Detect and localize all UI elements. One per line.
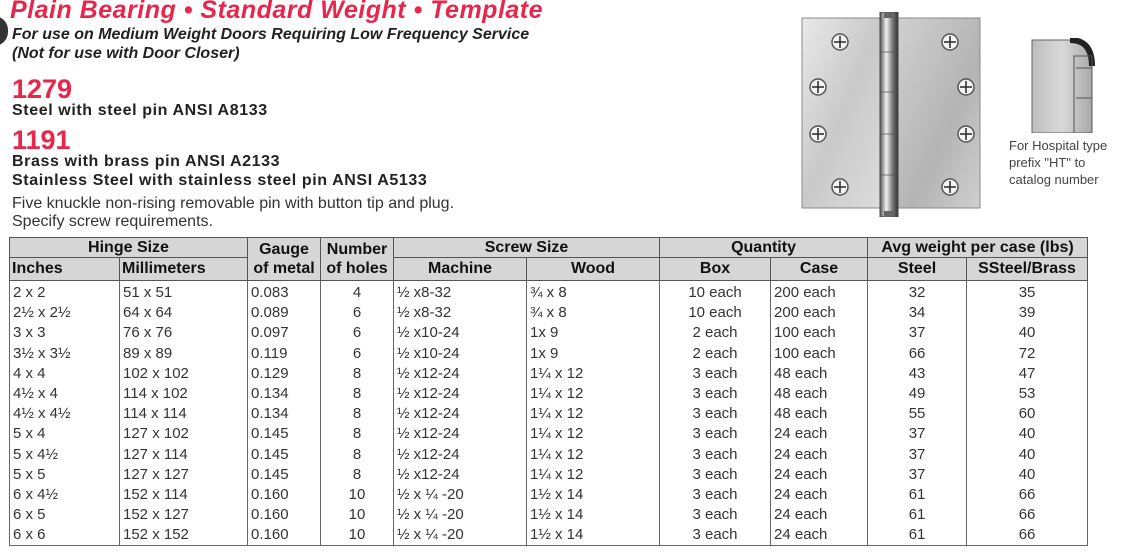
- cell-gauge: 0.134: [248, 404, 321, 424]
- cell-steel-weight: 34: [868, 303, 967, 323]
- cell-millimeters: 114 x 102: [120, 384, 248, 404]
- hinge-photo-icon: [800, 12, 990, 217]
- cell-box-qty: 3 each: [660, 525, 771, 546]
- cell-wood-screw: 1¼ x 12: [527, 404, 660, 424]
- cell-machine-screw: ½ x12-24: [394, 404, 527, 424]
- cell-inches: 5 x 5: [10, 465, 120, 485]
- cell-wood-screw: 1¼ x 12: [527, 445, 660, 465]
- header-gauge-line-1: Gauge: [259, 241, 309, 258]
- cell-machine-screw: ½ x10-24: [394, 323, 527, 343]
- cell-gauge: 0.145: [248, 465, 321, 485]
- cell-case-qty: 24 each: [771, 485, 868, 505]
- header-hinge-size: Hinge Size: [10, 238, 248, 258]
- hospital-note-line-3: catalog number: [1009, 172, 1099, 187]
- header-gauge-line-2: of metal: [253, 260, 315, 277]
- table-sub-header-row: [10, 258, 1088, 281]
- cell-steel-weight: 49: [868, 384, 967, 404]
- cell-gauge: 0.089: [248, 303, 321, 323]
- cell-ssteel-weight: 66: [967, 505, 1088, 525]
- cell-steel-weight: 55: [868, 404, 967, 424]
- model-number-1279: 1279: [12, 74, 73, 104]
- cell-steel-weight: 37: [868, 323, 967, 343]
- cell-steel-weight: 37: [868, 445, 967, 465]
- header-quantity: Quantity: [660, 238, 868, 258]
- header-case: Case: [771, 258, 868, 281]
- cell-holes: 10: [321, 485, 394, 505]
- cell-steel-weight: 61: [868, 525, 967, 546]
- cell-gauge: 0.083: [248, 281, 321, 304]
- cell-wood-screw: ¾ x 8: [527, 281, 660, 304]
- cell-gauge: 0.160: [248, 525, 321, 546]
- cell-millimeters: 127 x 114: [120, 445, 248, 465]
- cell-gauge: 0.145: [248, 424, 321, 444]
- cell-ssteel-weight: 66: [967, 525, 1088, 546]
- cell-box-qty: 2 each: [660, 344, 771, 364]
- subtitle-line-2: (Not for use with Door Closer): [12, 45, 240, 62]
- cell-machine-screw: ½ x ¼ -20: [394, 485, 527, 505]
- cell-inches: 6 x 4½: [10, 485, 120, 505]
- header-screw-size: Screw Size: [394, 238, 660, 258]
- cell-inches: 3½ x 3½: [10, 344, 120, 364]
- cell-case-qty: 24 each: [771, 525, 868, 546]
- cell-millimeters: 64 x 64: [120, 303, 248, 323]
- cell-ssteel-weight: 66: [967, 485, 1088, 505]
- cell-ssteel-weight: 40: [967, 445, 1088, 465]
- cell-ssteel-weight: 35: [967, 281, 1088, 304]
- cell-holes: 4: [321, 281, 394, 304]
- cell-ssteel-weight: 40: [967, 424, 1088, 444]
- cell-holes: 8: [321, 384, 394, 404]
- cell-ssteel-weight: 40: [967, 465, 1088, 485]
- cell-wood-screw: 1¼ x 12: [527, 424, 660, 444]
- header-inches: Inches: [10, 258, 120, 281]
- cell-steel-weight: 66: [868, 344, 967, 364]
- cell-millimeters: 152 x 114: [120, 485, 248, 505]
- cell-wood-screw: 1x 9: [527, 323, 660, 343]
- cell-machine-screw: ½ x12-24: [394, 445, 527, 465]
- cell-box-qty: 3 each: [660, 505, 771, 525]
- cell-case-qty: 200 each: [771, 303, 868, 323]
- header-machine: Machine: [394, 258, 527, 281]
- cell-ssteel-weight: 53: [967, 384, 1088, 404]
- header-holes-line-1: Number: [326, 241, 388, 258]
- cell-holes: 6: [321, 323, 394, 343]
- cell-machine-screw: ½ x12-24: [394, 364, 527, 384]
- cell-holes: 10: [321, 525, 394, 546]
- cell-steel-weight: 61: [868, 505, 967, 525]
- cell-wood-screw: 1¼ x 12: [527, 364, 660, 384]
- cell-wood-screw: ¾ x 8: [527, 303, 660, 323]
- table-row: [10, 424, 1088, 444]
- header-ssteel-brass: SSteel/Brass: [967, 258, 1088, 281]
- cell-ssteel-weight: 72: [967, 344, 1088, 364]
- cell-case-qty: 24 each: [771, 505, 868, 525]
- cell-gauge: 0.097: [248, 323, 321, 343]
- page-title: Plain Bearing • Standard Weight • Template: [10, 0, 544, 24]
- cell-inches: 6 x 6: [10, 525, 120, 546]
- cell-steel-weight: 61: [868, 485, 967, 505]
- model-1191-spec-brass: Brass with brass pin ANSI A2133: [12, 153, 281, 170]
- hinge-spec-table: [9, 237, 1088, 546]
- cell-inches: 4 x 4: [10, 364, 120, 384]
- cell-box-qty: 10 each: [660, 303, 771, 323]
- cell-case-qty: 48 each: [771, 404, 868, 424]
- header-millimeters: Millimeters: [120, 258, 248, 281]
- cell-ssteel-weight: 60: [967, 404, 1088, 424]
- description-line-2: Specify screw requirements.: [12, 213, 213, 230]
- model-1279-spec: Steel with steel pin ANSI A8133: [12, 102, 268, 119]
- cell-case-qty: 100 each: [771, 344, 868, 364]
- cell-holes: 8: [321, 465, 394, 485]
- cell-inches: 6 x 5: [10, 505, 120, 525]
- cell-wood-screw: 1x 9: [527, 344, 660, 364]
- usage-subtitle: [12, 25, 529, 63]
- cell-wood-screw: 1¼ x 12: [527, 465, 660, 485]
- header-holes: [321, 238, 394, 281]
- cell-box-qty: 3 each: [660, 485, 771, 505]
- table-row: [10, 445, 1088, 465]
- header-box: Box: [660, 258, 771, 281]
- cell-ssteel-weight: 40: [967, 323, 1088, 343]
- cell-gauge: 0.129: [248, 364, 321, 384]
- table-row: [10, 344, 1088, 364]
- cell-holes: 8: [321, 424, 394, 444]
- cell-steel-weight: 37: [868, 465, 967, 485]
- table-row: [10, 465, 1088, 485]
- hospital-note-line-2: prefix "HT" to: [1009, 155, 1086, 170]
- table-group-header-row: [10, 238, 1088, 258]
- cell-machine-screw: ½ x12-24: [394, 465, 527, 485]
- cell-millimeters: 89 x 89: [120, 344, 248, 364]
- cell-millimeters: 114 x 114: [120, 404, 248, 424]
- cell-inches: 3 x 3: [10, 323, 120, 343]
- cell-millimeters: 127 x 127: [120, 465, 248, 485]
- cell-steel-weight: 37: [868, 424, 967, 444]
- cell-machine-screw: ½ x8-32: [394, 281, 527, 304]
- cell-machine-screw: ½ x12-24: [394, 384, 527, 404]
- cell-machine-screw: ½ x8-32: [394, 303, 527, 323]
- cell-box-qty: 3 each: [660, 424, 771, 444]
- cell-case-qty: 200 each: [771, 281, 868, 304]
- model-number-1191: 1191: [12, 125, 71, 155]
- cell-steel-weight: 43: [868, 364, 967, 384]
- cell-ssteel-weight: 47: [967, 364, 1088, 384]
- table-row: [10, 404, 1088, 424]
- cell-steel-weight: 32: [868, 281, 967, 304]
- cell-gauge: 0.160: [248, 485, 321, 505]
- cell-wood-screw: 1¼ x 12: [527, 384, 660, 404]
- cell-case-qty: 100 each: [771, 323, 868, 343]
- cell-box-qty: 3 each: [660, 445, 771, 465]
- cell-inches: 4½ x 4: [10, 384, 120, 404]
- cell-millimeters: 76 x 76: [120, 323, 248, 343]
- cell-inches: 2½ x 2½: [10, 303, 120, 323]
- cell-holes: 8: [321, 364, 394, 384]
- cell-box-qty: 3 each: [660, 465, 771, 485]
- cell-millimeters: 152 x 127: [120, 505, 248, 525]
- table-row: [10, 485, 1088, 505]
- table-row: [10, 303, 1088, 323]
- cell-case-qty: 48 each: [771, 384, 868, 404]
- cell-case-qty: 24 each: [771, 445, 868, 465]
- cell-box-qty: 2 each: [660, 323, 771, 343]
- hospital-tip-icon: [1030, 38, 1100, 133]
- cell-wood-screw: 1½ x 14: [527, 505, 660, 525]
- cell-ssteel-weight: 39: [967, 303, 1088, 323]
- cell-case-qty: 24 each: [771, 465, 868, 485]
- cell-case-qty: 24 each: [771, 424, 868, 444]
- cell-holes: 8: [321, 404, 394, 424]
- cell-inches: 4½ x 4½: [10, 404, 120, 424]
- subtitle-line-1: For use on Medium Weight Doors Requiring Low Frequency Service: [12, 26, 530, 43]
- cell-millimeters: 127 x 102: [120, 424, 248, 444]
- table-row: [10, 525, 1088, 546]
- cell-holes: 6: [321, 303, 394, 323]
- cell-millimeters: 152 x 152: [120, 525, 248, 546]
- hospital-note-line-1: For Hospital type: [1009, 138, 1108, 153]
- cell-inches: 5 x 4½: [10, 445, 120, 465]
- cell-inches: 5 x 4: [10, 424, 120, 444]
- cell-millimeters: 102 x 102: [120, 364, 248, 384]
- cell-machine-screw: ½ x10-24: [394, 344, 527, 364]
- cell-gauge: 0.119: [248, 344, 321, 364]
- cell-gauge: 0.160: [248, 505, 321, 525]
- header-holes-line-2: of holes: [326, 260, 388, 277]
- header-gauge: [248, 238, 321, 281]
- cell-inches: 2 x 2: [10, 281, 120, 304]
- table-row: [10, 505, 1088, 525]
- header-steel: Steel: [868, 258, 967, 281]
- cell-box-qty: 3 each: [660, 384, 771, 404]
- cell-holes: 6: [321, 344, 394, 364]
- cell-wood-screw: 1½ x 14: [527, 485, 660, 505]
- cell-machine-screw: ½ x12-24: [394, 424, 527, 444]
- cell-case-qty: 48 each: [771, 364, 868, 384]
- hospital-type-note: [1009, 137, 1107, 188]
- cell-gauge: 0.145: [248, 445, 321, 465]
- table-row: [10, 281, 1088, 304]
- table-row: [10, 323, 1088, 343]
- cell-millimeters: 51 x 51: [120, 281, 248, 304]
- table-row: [10, 364, 1088, 384]
- cell-machine-screw: ½ x ¼ -20: [394, 525, 527, 546]
- cell-machine-screw: ½ x ¼ -20: [394, 505, 527, 525]
- model-1191-spec-stainless: Stainless Steel with stainless steel pin ANSI A5133: [12, 172, 428, 189]
- header-avg-weight: Avg weight per case (lbs): [868, 238, 1088, 258]
- header-wood: Wood: [527, 258, 660, 281]
- cell-box-qty: 10 each: [660, 281, 771, 304]
- cell-holes: 10: [321, 505, 394, 525]
- cell-box-qty: 3 each: [660, 404, 771, 424]
- cell-box-qty: 3 each: [660, 364, 771, 384]
- cell-wood-screw: 1½ x 14: [527, 525, 660, 546]
- cell-holes: 8: [321, 445, 394, 465]
- cell-gauge: 0.134: [248, 384, 321, 404]
- page-edge-tab: [0, 16, 8, 46]
- description-line-1: Five knuckle non-rising removable pin with button tip and plug.: [12, 195, 455, 212]
- table-row: [10, 384, 1088, 404]
- product-description: [12, 195, 454, 231]
